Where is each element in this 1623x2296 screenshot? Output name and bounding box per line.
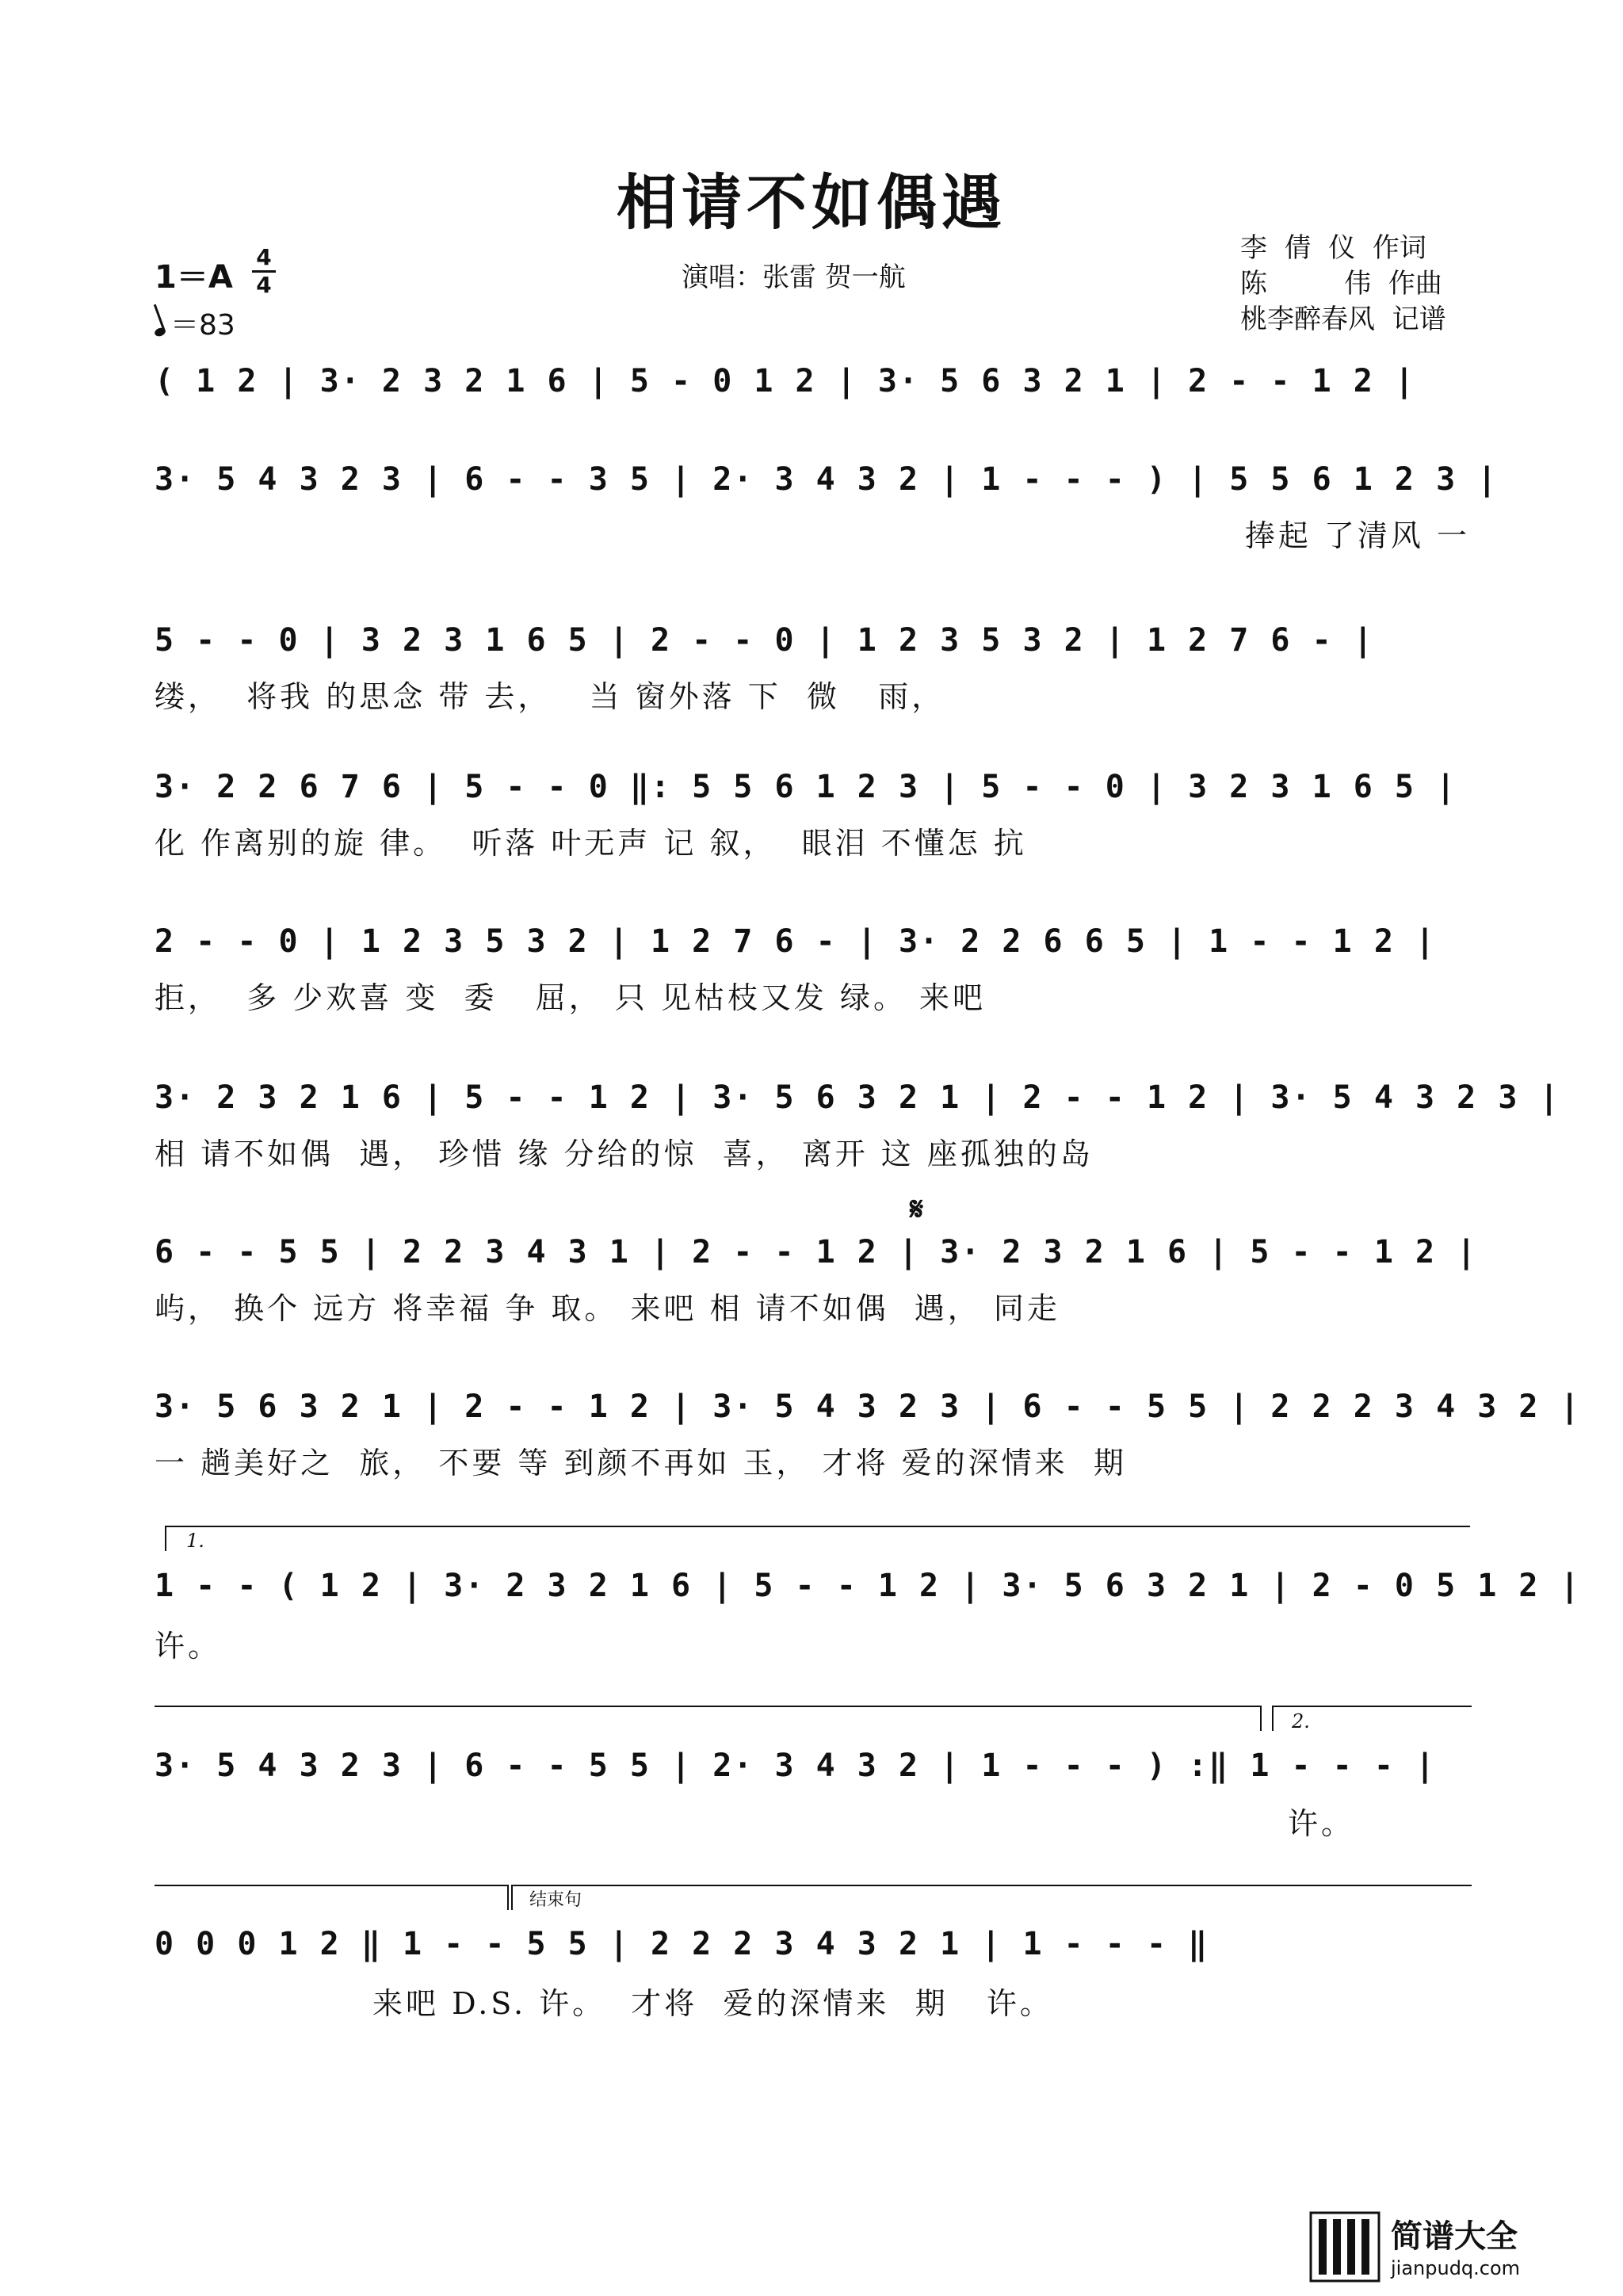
footer-url[interactable]: jianpudq.com: [1391, 2257, 1521, 2279]
lyric-line-9: 许。: [155, 1629, 222, 1664]
coda-lead-line: [155, 1885, 509, 1910]
time-numerator: 4: [256, 244, 272, 270]
lyric-line-2: 捧起 了清风 一: [1244, 518, 1470, 553]
notation-line-8: 3· 5 6 3 2 1 | 2 - - 1 2 | 3· 5 4 3 2 3 | 6 - - 5 5 | 2 2 2 3 4 3 2 |: [155, 1389, 1581, 1425]
lyric-line-4: 化 作离别的旋 律。 听落 叶无声 记 叙， 眼泪 不懂怎 抗: [155, 826, 1027, 861]
lyric-line-8: 一 趟美好之 旅， 不要 等 到颜不再如 玉， 才将 爱的深情来 期: [155, 1446, 1127, 1480]
tempo-value: ＝83: [170, 309, 235, 342]
notation-line-10: 3· 5 4 3 2 3 | 6 - - 5 5 | 2· 3 4 3 2 | 1 - - - ) :‖ 1 - - - |: [155, 1748, 1437, 1784]
first-ending-label: 1.: [186, 1530, 204, 1552]
lyric-line-7: 屿， 换个 远方 将幸福 争 取。 来吧 相 请不如偶 遇， 同走: [155, 1291, 1060, 1326]
key-signature: 1＝A: [155, 259, 233, 296]
notation-line-11: 0 0 0 1 2 ‖ 1 - - 5 5 | 2 2 2 3 4 3 2 1 | 1 - - - ‖: [155, 1926, 1209, 1962]
notation-line-3: 5 - - 0 | 3 2 3 1 6 5 | 2 - - 0 | 1 2 3 5 3 2 | 1 2 7 6 - |: [155, 622, 1374, 659]
singer-credit: 演唱：张雷 贺一航: [682, 262, 906, 293]
notation-line-7: 6 - - 5 5 | 2 2 3 4 3 1 | 2 - - 1 2 | 3· 2 3 2 1 6 | 5 - - 1 2 |: [155, 1234, 1478, 1270]
ending-bracket: [511, 1885, 1472, 1910]
first-ending-bracket: [165, 1526, 1470, 1551]
segno-sign: 𝄋: [910, 1191, 924, 1228]
notation-line-6: 3· 2 3 2 1 6 | 5 - - 1 2 | 3· 5 6 3 2 1 | 2 - - 1 2 | 3· 5 4 3 2 3 |: [155, 1079, 1560, 1116]
ending-label: 结束句: [529, 1890, 582, 1910]
piano-logo-icon: [1309, 2211, 1381, 2283]
lyric-line-6: 相 请不如偶 遇， 珍惜 缘 分给的惊 喜， 离开 这 座孤独的岛: [155, 1137, 1094, 1171]
quarter-note-icon: [154, 327, 167, 338]
lyric-line-11: 来吧 D.S. 许。 才将 爱的深情来 期 许。: [372, 1986, 1053, 2021]
transcriber-credit: 桃李醉春风 记谱: [1240, 304, 1446, 335]
lyric-line-5: 拒， 多 少欢喜 变 委 屈， 只 见枯枝又发 绿。 来吧: [155, 980, 987, 1015]
repeat-bracket: [155, 1706, 1262, 1731]
notation-line-1: ( 1 2 | 3· 2 3 2 1 6 | 5 - 0 1 2 | 3· 5 6 3 2 1 | 2 - - 1 2 |: [155, 363, 1416, 399]
notation-line-2: 3· 5 4 3 2 3 | 6 - - 3 5 | 2· 3 4 3 2 | 1 - - - ) | 5 5 6 1 2 3 |: [155, 461, 1499, 498]
lyricist-credit: 李 倩 仪 作词: [1240, 232, 1426, 264]
notation-line-5: 2 - - 0 | 1 2 3 5 3 2 | 1 2 7 6 - | 3· 2 2 6 6 5 | 1 - - 1 2 |: [155, 923, 1437, 960]
composer-credit: 陈 伟 作曲: [1240, 268, 1442, 300]
lyric-line-10: 许。: [1288, 1806, 1355, 1841]
lyric-line-3: 缕， 将我 的思念 带 去， 当 窗外落 下 微 雨，: [155, 679, 945, 714]
song-title: 相请不如偶遇: [617, 167, 1006, 238]
second-ending-label: 2.: [1292, 1710, 1310, 1733]
notation-line-9: 1 - - ( 1 2 | 3· 2 3 2 1 6 | 5 - - 1 2 | 3· 5 6 3 2 1 | 2 - 0 5 1 2 |: [155, 1568, 1581, 1604]
notation-line-4: 3· 2 2 6 7 6 | 5 - - 0 ‖: 5 5 6 1 2 3 | 5 - - 0 | 3 2 3 1 6 5 |: [155, 769, 1457, 805]
time-denominator: 4: [256, 272, 272, 298]
tempo-marking: [155, 303, 235, 343]
time-signature: [252, 246, 276, 297]
footer-brand: 简谱大全: [1391, 2218, 1518, 2255]
